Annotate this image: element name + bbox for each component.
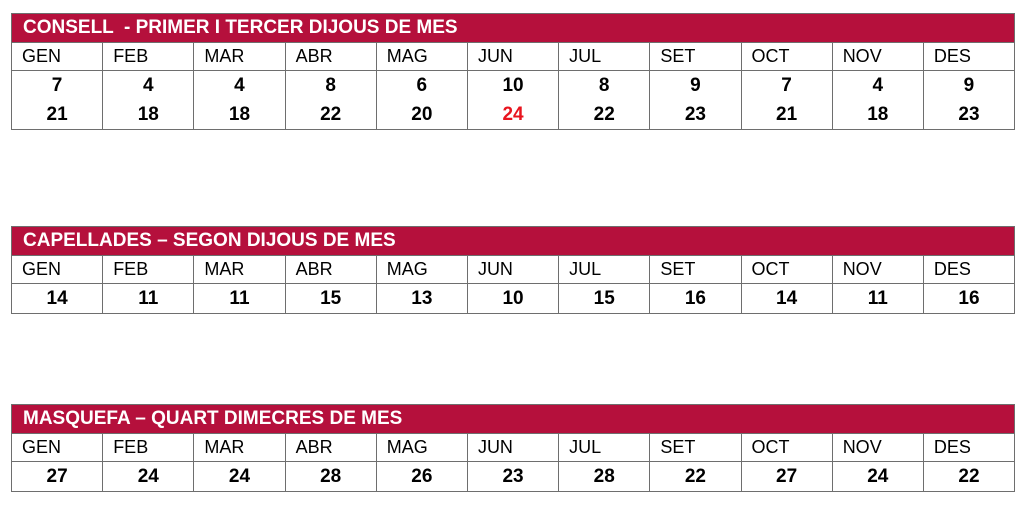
date-cell [558, 71, 649, 129]
date-value: 11 [229, 288, 250, 309]
date-value: 27 [46, 466, 68, 487]
masquefa-calendar-table [11, 404, 1015, 492]
date-cell [102, 284, 193, 313]
date-cell [285, 462, 376, 491]
month-set: SET [649, 43, 740, 70]
date-value: 16 [958, 288, 980, 309]
month-feb: FEB [102, 256, 193, 283]
month-mar: MAR [193, 434, 284, 461]
date-value: 22 [593, 104, 615, 125]
date-cell [285, 71, 376, 129]
date-value: 23 [958, 104, 980, 125]
date-value: 4 [234, 75, 245, 96]
date-value: 22 [958, 466, 980, 487]
dates-row [12, 71, 1014, 129]
month-header-row [12, 43, 1014, 71]
month-jun: JUN [467, 256, 558, 283]
month-mag: MAG [376, 256, 467, 283]
month-jun: JUN [467, 434, 558, 461]
date-cell [832, 462, 923, 491]
month-set: SET [649, 434, 740, 461]
date-value: 23 [502, 466, 524, 487]
month-mar: MAR [193, 43, 284, 70]
date-value: 28 [320, 466, 342, 487]
table-title: CAPELLADES – SEGON DIJOUS DE MES [12, 227, 1014, 256]
month-des: DES [923, 43, 1014, 70]
date-cell [12, 284, 102, 313]
month-header-row [12, 256, 1014, 284]
month-set: SET [649, 256, 740, 283]
date-value: 23 [684, 104, 706, 125]
table-title: MASQUEFA – QUART DIMECRES DE MES [12, 405, 1014, 434]
date-value: 18 [228, 104, 251, 125]
month-abr: ABR [285, 256, 376, 283]
month-header-row [12, 434, 1014, 462]
date-value: 20 [411, 104, 433, 125]
dates-row [12, 462, 1014, 491]
month-jul: JUL [558, 43, 649, 70]
month-nov: NOV [832, 43, 923, 70]
date-cell [467, 71, 558, 129]
date-value: 27 [776, 466, 798, 487]
highlighted-date-value: 24 [502, 104, 524, 125]
date-value: 28 [593, 466, 615, 487]
month-gen: GEN [22, 46, 62, 66]
dates-row [12, 284, 1014, 313]
date-value: 18 [867, 104, 889, 125]
date-value: 26 [411, 466, 433, 487]
date-cell [467, 462, 558, 491]
date-cell [376, 284, 467, 313]
month-oct: OCT [741, 43, 832, 70]
date-cell [923, 284, 1014, 313]
date-value: 15 [593, 288, 615, 309]
month-des: DES [923, 434, 1014, 461]
month-mag: MAG [376, 434, 467, 461]
date-cell [376, 462, 467, 491]
month-oct: OCT [741, 434, 832, 461]
month-nov: NOV [832, 256, 923, 283]
consell-calendar-table [11, 13, 1015, 130]
month-jul: JUL [558, 434, 649, 461]
date-cell [741, 71, 832, 129]
date-value: 22 [320, 104, 342, 125]
month-nov: NOV [832, 434, 923, 461]
month-gen: GEN [22, 259, 62, 279]
date-cell [558, 284, 649, 313]
date-cell [741, 462, 832, 491]
date-cell [467, 284, 558, 313]
date-cell [376, 71, 467, 129]
date-cell [923, 462, 1014, 491]
date-cell [649, 71, 740, 129]
date-value: 24 [867, 466, 889, 487]
month-jul: JUL [558, 256, 649, 283]
date-cell [923, 71, 1014, 129]
date-value: 4 [872, 75, 884, 96]
date-cell [649, 284, 740, 313]
date-value: 6 [416, 75, 428, 96]
month-feb: FEB [102, 434, 193, 461]
date-value: 13 [411, 288, 433, 309]
date-value: 24 [228, 466, 251, 487]
date-cell [193, 284, 284, 313]
date-value: 9 [690, 75, 701, 96]
date-cell [12, 71, 102, 129]
date-value: 11 [867, 288, 888, 309]
date-value: 9 [963, 75, 975, 96]
date-value: 7 [781, 75, 792, 96]
date-value: 21 [776, 104, 798, 125]
date-cell [193, 71, 284, 129]
capellades-calendar-table [11, 226, 1015, 314]
date-value: 16 [684, 288, 706, 309]
date-cell [102, 71, 193, 129]
date-value: 24 [137, 466, 159, 487]
date-value: 22 [684, 466, 706, 487]
date-cell [558, 462, 649, 491]
date-value: 8 [598, 75, 610, 96]
month-abr: ABR [285, 43, 376, 70]
date-cell [285, 284, 376, 313]
date-cell [741, 284, 832, 313]
date-value: 11 [138, 288, 159, 309]
date-value: 8 [325, 75, 336, 96]
month-abr: ABR [285, 434, 376, 461]
date-cell [102, 462, 193, 491]
date-cell [193, 462, 284, 491]
month-des: DES [923, 256, 1014, 283]
month-feb: FEB [102, 43, 193, 70]
date-cell [832, 71, 923, 129]
date-value: 15 [320, 288, 342, 309]
month-jun: JUN [467, 43, 558, 70]
date-value: 10 [502, 288, 524, 309]
date-value: 10 [502, 75, 524, 96]
month-oct: OCT [741, 256, 832, 283]
date-value: 4 [142, 75, 154, 96]
date-value: 7 [51, 75, 63, 96]
table-title: CONSELL - PRIMER I TERCER DIJOUS DE MES [12, 14, 1014, 43]
month-mag: MAG [376, 43, 467, 70]
date-value: 14 [776, 288, 798, 309]
date-value: 14 [46, 288, 68, 309]
date-cell [12, 462, 102, 491]
date-cell [649, 462, 740, 491]
date-value: 21 [46, 104, 68, 125]
date-value: 18 [137, 104, 159, 125]
date-cell [832, 284, 923, 313]
month-mar: MAR [193, 256, 284, 283]
month-gen: GEN [22, 437, 62, 457]
